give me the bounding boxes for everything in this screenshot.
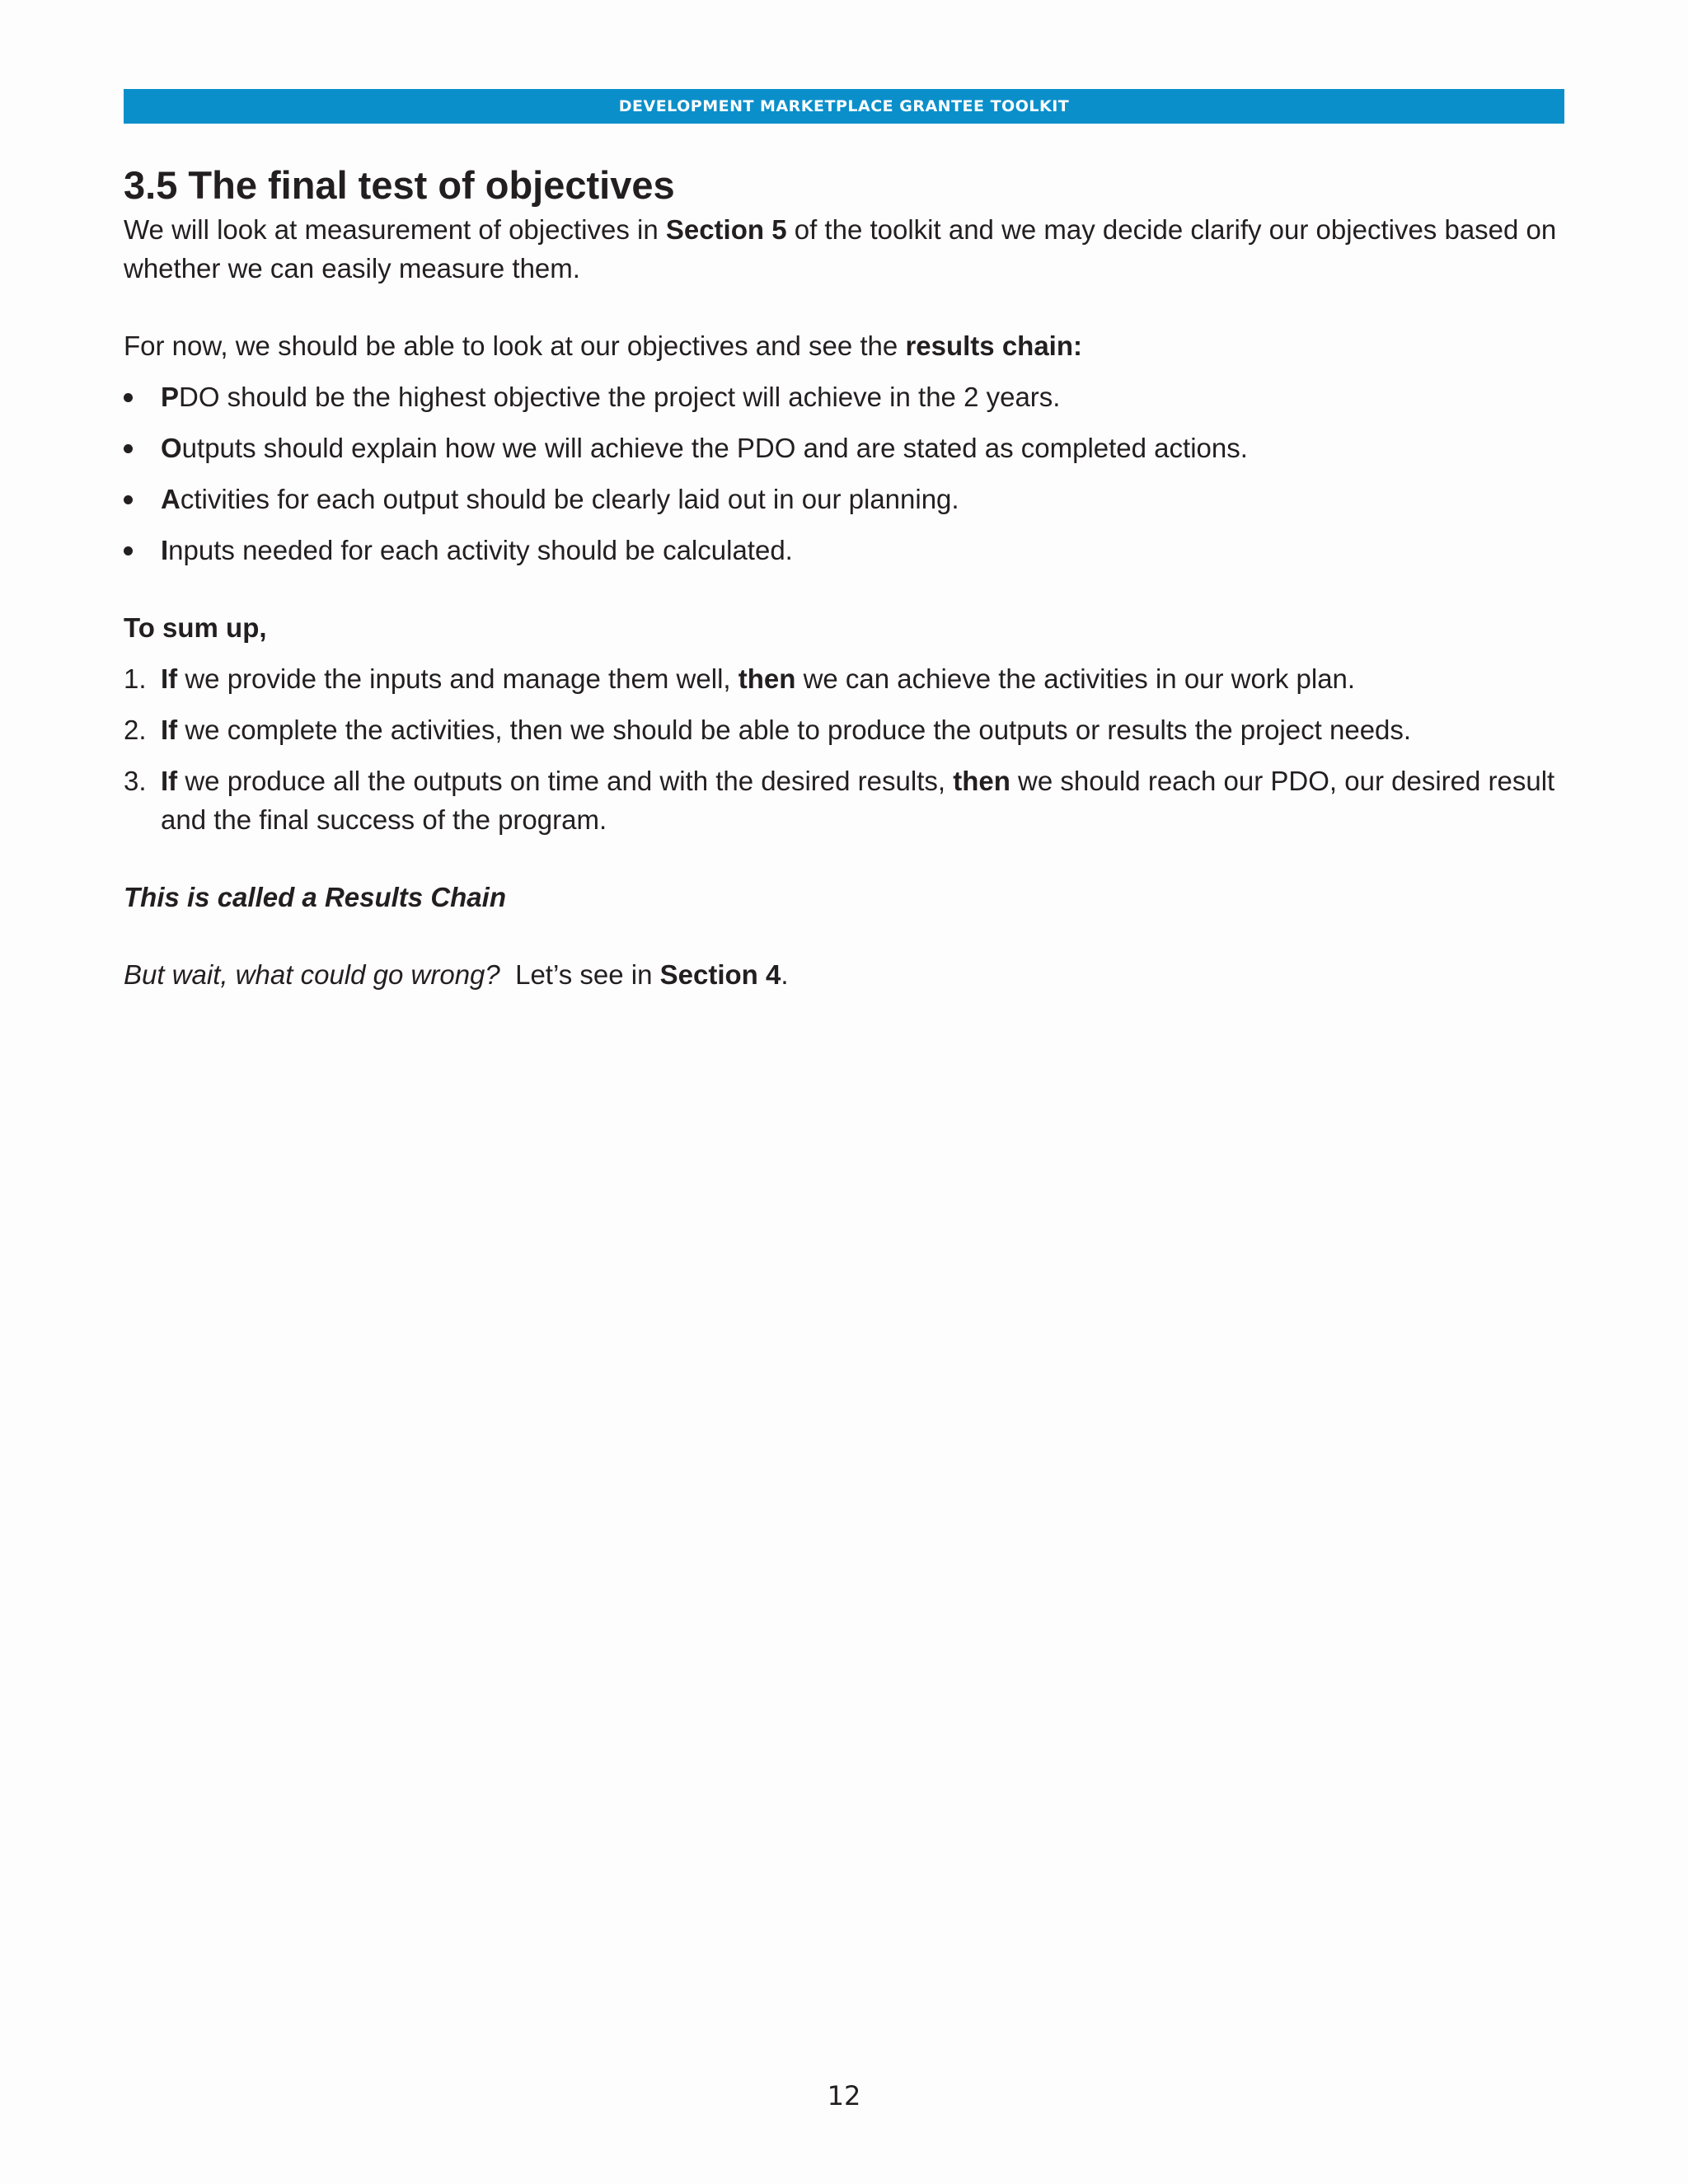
sum-up-heading: To sum up,	[124, 612, 267, 643]
page-number: 12	[827, 2080, 861, 2111]
bullet-lead-letter: O	[161, 433, 182, 463]
bullet-text: ctivities for each output should be clearly laid out in our planning.	[180, 484, 959, 514]
bullet-lead-letter: A	[161, 484, 181, 514]
toolkit-header-banner	[124, 89, 1564, 124]
step-text: we complete the activities, then we should be able to produce the outputs or results the project needs.	[177, 715, 1412, 745]
step-text: we provide the inputs and manage them well,	[177, 663, 738, 694]
bullet-item	[124, 377, 1564, 416]
intro-paragraph	[124, 210, 1564, 288]
results-chain-note: This is called a Results Chain	[124, 882, 506, 912]
step-then: then	[953, 766, 1010, 796]
closing-question: But wait, what could go wrong?	[124, 959, 500, 990]
results-steps-list	[124, 659, 1564, 839]
intro-text-before: We will look at measurement of objectives in	[124, 214, 666, 245]
bullet-item	[124, 480, 1564, 518]
step-if: If	[161, 766, 178, 796]
bullet-text: nputs needed for each activity should be calculated.	[168, 535, 793, 565]
step-item	[124, 762, 1564, 839]
bullet-dot-icon	[124, 546, 133, 555]
bullet-dot-icon	[124, 444, 133, 453]
bullet-item	[124, 531, 1564, 569]
closing-period: .	[781, 959, 789, 990]
step-then: then	[738, 663, 796, 694]
intro-text-after: of the toolkit and we may decide clarify our objectives based on whether we can easily measure them.	[124, 214, 1557, 284]
step-if: If	[161, 715, 178, 745]
step-number: 2.	[124, 715, 147, 745]
section-title: 3.5 The final test of objectives	[124, 163, 675, 207]
pdo-bullet-list	[124, 377, 1564, 569]
bullet-lead-letter: I	[161, 535, 169, 565]
header-banner-text: DEVELOPMENT MARKETPLACE GRANTEE TOOLKIT	[618, 97, 1070, 115]
step-text: we produce all the outputs on time and with the desired results,	[177, 766, 954, 796]
page-content	[124, 161, 1564, 994]
bullet-text: DO should be the highest objective the project will achieve in the 2 years.	[179, 382, 1061, 412]
step-item	[124, 710, 1564, 749]
results-line-text: For now, we should be able to look at our objectives and see the	[124, 330, 906, 361]
intro-section-ref: Section 5	[665, 214, 787, 245]
bullet-dot-icon	[124, 393, 133, 402]
bullet-lead-letter: P	[161, 382, 180, 412]
step-text-end: we should reach our PDO, our desired result and the final success of the program.	[161, 766, 1555, 835]
bullet-dot-icon	[124, 495, 133, 504]
results-chain-intro	[124, 326, 1564, 365]
bullet-text: utputs should explain how we will achieve the PDO and are stated as completed actions.	[181, 433, 1248, 463]
results-chain-term: results chain:	[905, 330, 1083, 361]
step-number: 3.	[124, 766, 147, 796]
closing-paragraph	[124, 955, 1564, 994]
step-item	[124, 659, 1564, 698]
closing-text: Let’s see in	[499, 959, 660, 990]
closing-section-ref: Section 4	[659, 959, 781, 990]
step-text-end: we can achieve the activities in our work plan.	[795, 663, 1356, 694]
step-number: 1.	[124, 663, 147, 694]
step-if: If	[161, 663, 178, 694]
bullet-item	[124, 429, 1564, 467]
